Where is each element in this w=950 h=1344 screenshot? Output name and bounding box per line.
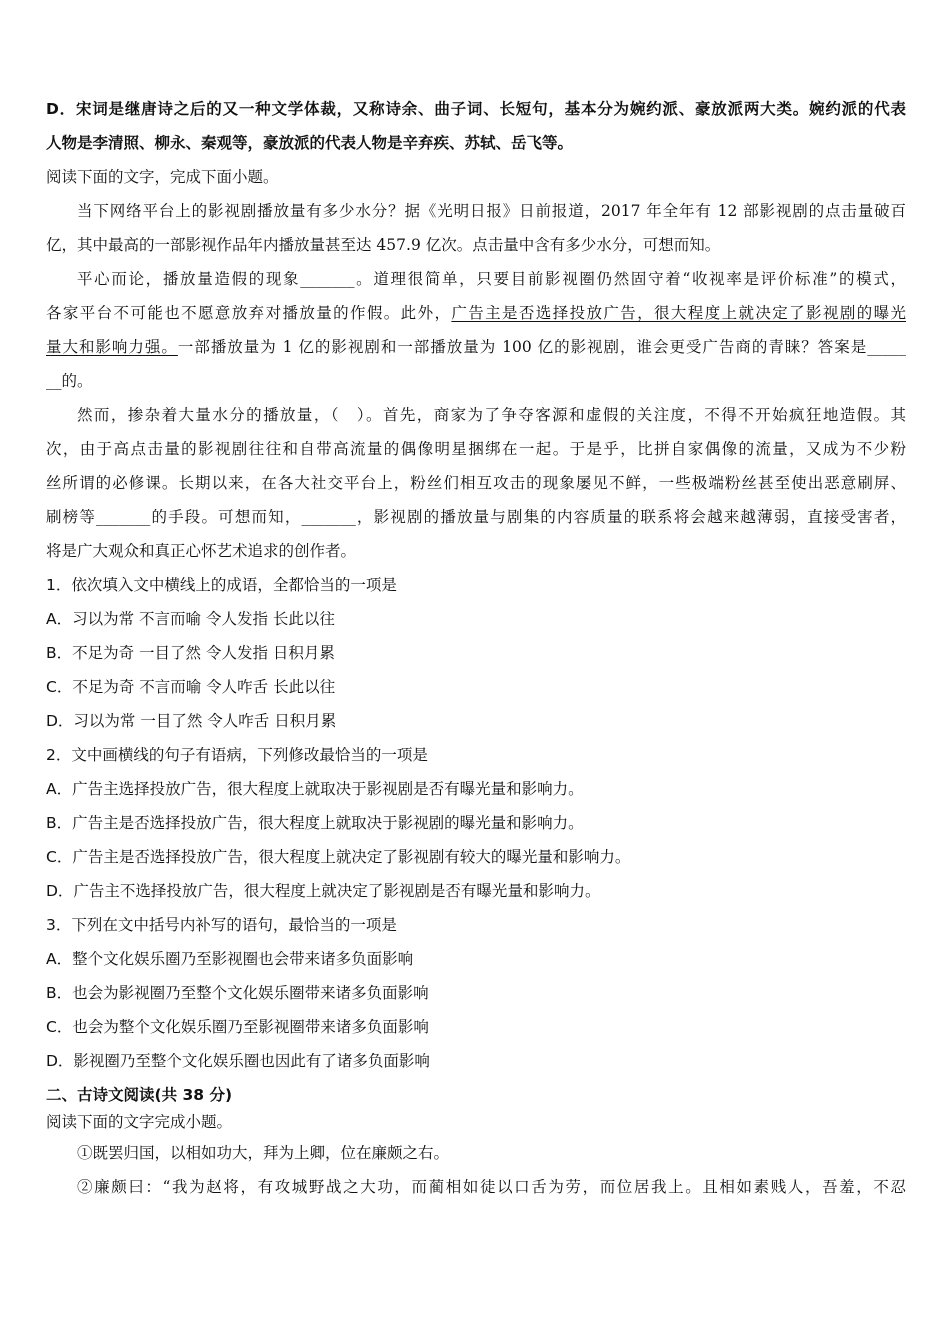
paragraph2-line1: 平心而论，播放量造假的现象_______。道理很简单，只要目前影视圈仍然固守着“收视率是评价标准”的模式， bbox=[77, 270, 906, 288]
question3-option-b: B．也会为影视圈乃至整个文化娱乐圈带来诸多负面影响 bbox=[46, 984, 429, 1002]
paragraph3-line5: 将是广大观众和真正心怀艺术追求的创作者。 bbox=[46, 542, 357, 560]
paragraph3-line1: 然而，掺杂着大量水分的播放量，（ ）。首先，商家为了争夺客源和虚假的关注度，不得不开始疯狂地造假。其 bbox=[77, 406, 906, 424]
question1-option-c: C．不足为奇 不言而喻 令人咋舌 长此以往 bbox=[46, 678, 336, 696]
paragraph3-line2: 次，由于高点击量的影视剧往往和自带高流量的偶像明星捆绑在一起。于是乎，比拼自家偶像的流量，又成为不少粉 bbox=[46, 440, 906, 458]
question1-option-d: D．习以为常 一目了然 令人咋舌 日积月累 bbox=[46, 712, 337, 730]
paragraph2-line3-text: 一部播放量为 1 亿的影视剧和一部播放量为 100 亿的影视剧，谁会更受广告商的青睐？答案是_____ bbox=[177, 338, 906, 356]
paragraph1-line2: 亿，其中最高的一部影视作品年内播放量甚至达 457.9 亿次。点击量中含有多少水分，可想而知。 bbox=[46, 236, 721, 254]
question3-option-c: C．也会为整个文化娱乐圈乃至影视圈带来诸多负面影响 bbox=[46, 1018, 429, 1036]
underlined-sentence-part2: 量大和影响力强。 bbox=[46, 338, 178, 356]
paragraph3-line4: 刷榜等_______的手段。可想而知，_______，影视剧的播放量与剧集的内容质量的联系将会越来越薄弱，直接受害者， bbox=[46, 508, 906, 526]
paragraph2-line2 bbox=[46, 296, 906, 330]
question1-option-b: B．不足为奇 一目了然 令人发指 日积月累 bbox=[46, 644, 335, 662]
option-d-line2: 人物是李清照、柳永、秦观等，豪放派的代表人物是辛弃疾、苏轼、岳飞等。 bbox=[46, 134, 574, 152]
underlined-sentence-part1: 广告主是否选择投放广告，很大程度上就决定了影视剧的曝光 bbox=[451, 304, 906, 322]
option-d-line1: D．宋词是继唐诗之后的又一种文学体裁，又称诗余、曲子词、长短句，基本分为婉约派、豪放派两大类。婉约派的代表 bbox=[46, 100, 906, 118]
section2-title: 二、古诗文阅读(共 38 分) bbox=[46, 1086, 233, 1104]
classical-text-item1: ①既罢归国，以相如功大，拜为上卿，位在廉颇之右。 bbox=[77, 1144, 450, 1162]
question2-option-a: A．广告主选择投放广告，很大程度上就取决于影视剧是否有曝光量和影响力。 bbox=[46, 780, 584, 798]
question3-option-a: A．整个文化娱乐圈乃至影视圈也会带来诸多负面影响 bbox=[46, 950, 414, 968]
question2-option-d: D．广告主不选择投放广告，很大程度上就决定了影视剧是否有曝光量和影响力。 bbox=[46, 882, 601, 900]
paragraph3-line3: 丝所谓的必修课。长期以来，在各大社交平台上，粉丝们相互攻击的现象屡见不鲜，一些极端粉丝甚至使出恶意刷屏、 bbox=[46, 474, 906, 492]
reading-instruction: 阅读下面的文字，完成下面小题。 bbox=[46, 168, 279, 186]
question1-option-a: A．习以为常 不言而喻 令人发指 长此以往 bbox=[46, 610, 335, 628]
paragraph2-line4: __的。 bbox=[46, 372, 93, 390]
question2-stem: 2．文中画横线的句子有语病，下列修改最恰当的一项是 bbox=[46, 746, 428, 764]
question2-option-b: B．广告主是否选择投放广告，很大程度上就取决于影视剧的曝光量和影响力。 bbox=[46, 814, 584, 832]
paragraph2-line2-text: 各家平台不可能也不愿意放弃对播放量的作假。此外， bbox=[46, 304, 452, 322]
paragraph2-line3 bbox=[46, 330, 906, 364]
question2-option-c: C．广告主是否选择投放广告，很大程度上就决定了影视剧有较大的曝光量和影响力。 bbox=[46, 848, 631, 866]
question1-stem: 1．依次填入文中横线上的成语，全都恰当的一项是 bbox=[46, 576, 397, 594]
question3-stem: 3．下列在文中括号内补写的语句，最恰当的一项是 bbox=[46, 916, 397, 934]
question3-option-d: D．影视圈乃至整个文化娱乐圈也因此有了诸多负面影响 bbox=[46, 1052, 430, 1070]
section2-instruction: 阅读下面的文字完成小题。 bbox=[46, 1113, 233, 1131]
paragraph1-line1: 当下网络平台上的影视剧播放量有多少水分？据《光明日报》日前报道，2017 年全年有 12 部影视剧的点击量破百 bbox=[77, 202, 906, 220]
document-page bbox=[46, 92, 906, 1204]
classical-text-item2: ②廉颇曰：“我为赵将，有攻城野战之大功，而蔺相如徒以口舌为劳，而位居我上。且相如素贱人，吾羞，不忍 bbox=[77, 1178, 906, 1196]
